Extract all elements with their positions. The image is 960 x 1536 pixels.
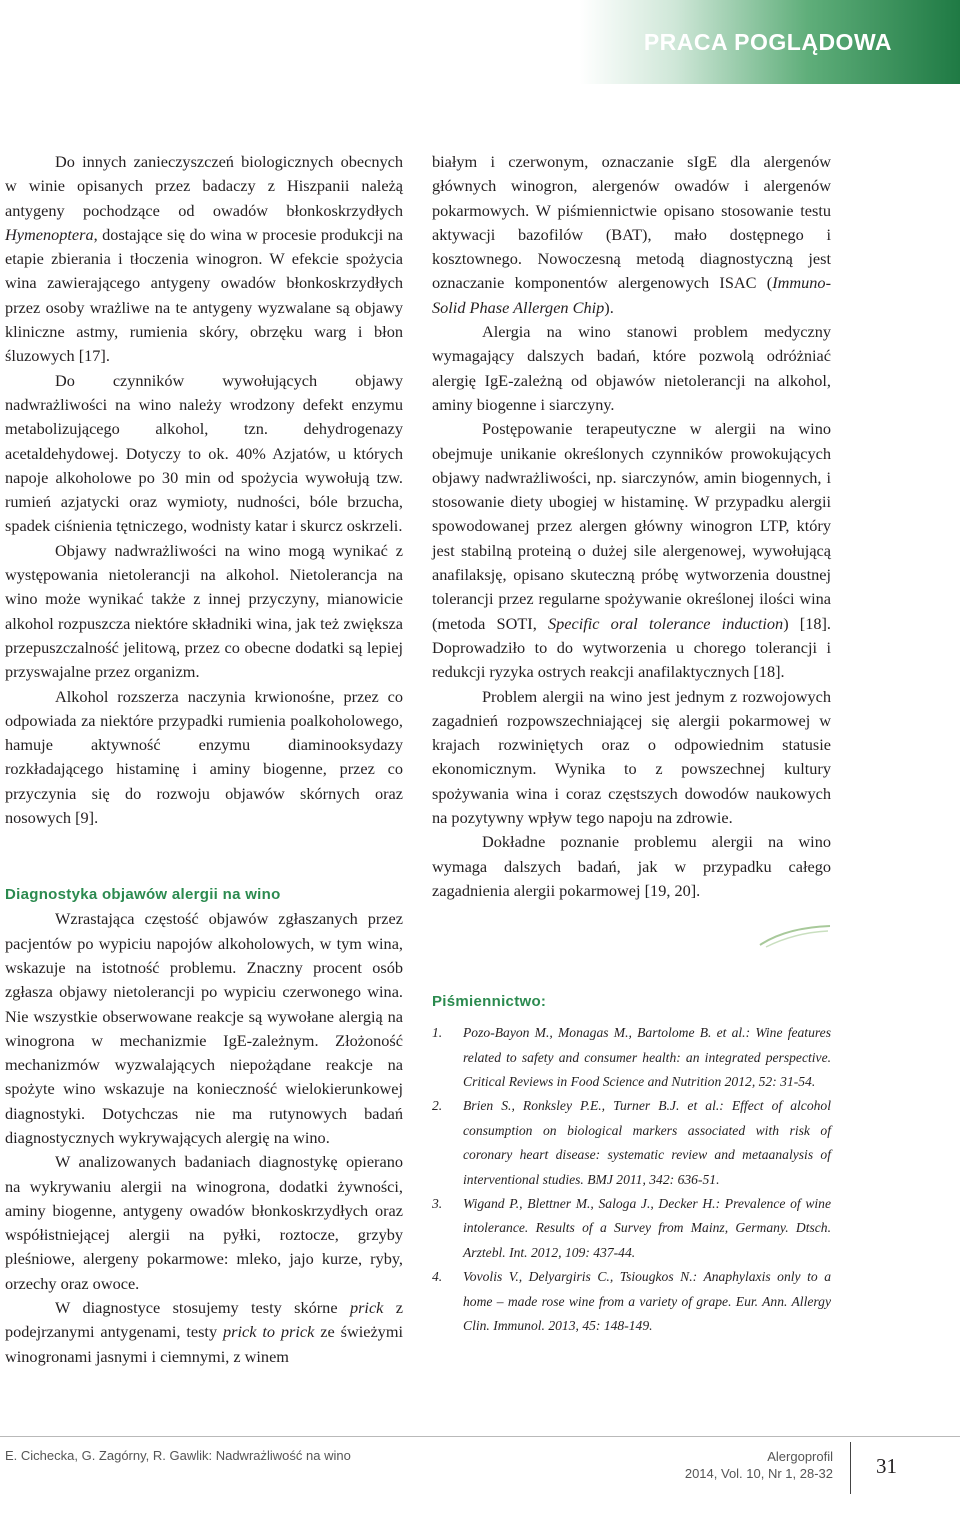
body-paragraph bbox=[432, 830, 831, 903]
body-paragraph bbox=[5, 150, 403, 369]
reference-text: Vovolis V., Delyargiris C., Tsiougkos N.: Anaphylaxis only to a home – made rose wine from a variety of grape. Eur. Ann. Allergy Clin. Immunol. 2013, 45: 148-149. bbox=[463, 1269, 831, 1334]
body-paragraph bbox=[5, 1296, 403, 1369]
text-run: Do czynników wywołujących objawy nadwrażliwości na wino należy wrodzony defekt enzymu metabolizującego alkohol, tzn. dehydrogenazy acetaldehydowej. Dotyczy to ok. 40% Azjatów, u których napoje alkoholowe po 30 min od spożycia wywołują tzw. rumień azjatycki oraz wymioty, nudności, bóle brzucha, spadek ciśnienia tętniczego, wodnisty katar i skurcz oskrzeli. bbox=[5, 370, 403, 536]
reference-number: 2. bbox=[432, 1098, 443, 1114]
footer-journal-info bbox=[685, 1448, 833, 1482]
text-run: Wzrastająca częstość objawów zgłaszanych przez pacjentów po wypiciu napojów alkoholowych, w tym wina, wskazuje na istotność problemu. Znaczny procent osób zgłasza objawy nietolerancji po wypiciu czerwonego wina. Nie wszystkie obserwowane reakcje są wywołane alergią na winogrona w mechanizmie IgE-zależnym. Złożoność mechanizmów wyzwalających niepożądane reakcje na spożyte wino wskazuje na konieczność wielokierunkowej diagnostyki. Dotychczas nie ma rutynowych badań diagnostycznych wykrywających alergię na wino. bbox=[5, 909, 403, 1147]
decorative-flourish-icon bbox=[758, 923, 832, 949]
text-run: Objawy nadwrażliwości na wino mogą wynikać z występowania nietolerancji na alkohol. Nietolerancja na wino może wynikać także z innej przyczyny, mianowicie alkohol rozpuszcza niektóre składniki wina, jak też zwiększa przepuszczalność jelitową, przez co obecne dodatki są lepiej przyswajalne przez organizm. bbox=[5, 540, 403, 682]
right-paragraphs bbox=[432, 150, 831, 903]
italic-text: prick to prick bbox=[222, 1322, 315, 1342]
body-paragraph bbox=[432, 150, 831, 320]
footer-rule bbox=[0, 1436, 960, 1437]
reference-number: 3. bbox=[432, 1196, 443, 1212]
journal-volume: 2014, Vol. 10, Nr 1, 28-32 bbox=[684, 1466, 833, 1481]
section-heading: Diagnostyka objawów alergii na wino bbox=[5, 886, 281, 904]
text-run: Problem alergii na wino jest jednym z rozwojowych zagadnień rozpowszechniającej się alergii pokarmowej w krajach rozwiniętych oraz o odpowiednim statusie ekonomicznym. Wynika to z powszechnej kultury spożywania wina i coraz częstszych dowodów naukowych na pozytywny wpływ tego napoju na zdrowie. bbox=[432, 686, 831, 828]
reference-text: Brien S., Ronksley P.E., Turner B.J. et al.: Effect of alcohol consumption on biological markers associated with risk of coronary heart disease: systematic review and metaanalysis of interventional studies. BMJ 2011, 342: 636-51. bbox=[463, 1098, 831, 1187]
body-paragraph bbox=[5, 685, 403, 831]
left-paragraphs bbox=[5, 150, 403, 830]
text-run: W analizowanych badaniach diagnostykę opierano na wykrywaniu alergii na winogrona, dodatki żywności, aminy biogenne, antygeny owadów błonkoskrzydłych oraz współistniejącej alergii na pyłki, roztocze, grzyby pleśniowe, alergeny pokarmowe: mleko, jajo kurze, ryby, orzechy oraz owoce. bbox=[5, 1152, 403, 1293]
reference-item bbox=[432, 1021, 831, 1094]
reference-item bbox=[432, 1192, 831, 1265]
italic-text: Immuno-Solid Phase Allergen Chip bbox=[432, 273, 831, 317]
references-heading: Piśmiennictwo: bbox=[432, 993, 547, 1011]
references-list bbox=[432, 1021, 831, 1338]
page-number: 31 bbox=[876, 1454, 897, 1478]
reference-item bbox=[432, 1265, 831, 1338]
text-run: , dostające się do wina w procesie produkcji na etapie zbierania i tłoczenia winogron. W efekcie spożycia wina zawierającego antygeny owadów błonkoskrzydłych przez osoby wrażliwe na te antygeny wyzwalane są objawy kliniczne astmy, rumienia skóry, obrzęku warg i błon śluzowych [17]. bbox=[5, 224, 403, 366]
text-run: Do innych zanieczyszczeń biologicznych obecnych w winie opisanych przez badaczy z Hiszpanii należą antygeny pochodzące od owadów błonkoskrzydłych bbox=[5, 152, 403, 220]
body-paragraph bbox=[432, 417, 831, 684]
text-run: Postępowanie terapeutyczne w alergii na wino obejmuje unikanie określonych czynników prowokujących objawy nadwrażliwości, np. siarczynów, amin biogennych, i stosowanie diety ubogiej w histaminę. W przypadku alergii spowodowanej przez alergen główny winogron LTP, który jest stabilną proteiną o dużej sile alergenowej, wywołującą anafilaksję, opisano skuteczną próbę wytworzenia doustnej tolerancji przez regularne spożywanie określonej ilości wina (metoda SOTI, bbox=[432, 419, 831, 633]
body-paragraph bbox=[5, 539, 403, 685]
text-run: Alkohol rozszerza naczynia krwionośne, przez co odpowiada za niektóre przypadki rumienia poalkoholowego, hamuje aktywność enzymu diaminooksydazy rozkładającego histaminę i aminy biogenne, przez co przyczynia się do rozwoju objawów skórnych oraz nosowych [9]. bbox=[5, 686, 403, 828]
footer-citation: E. Cichecka, G. Zagórny, R. Gawlik: Nadwrażliwość na wino bbox=[5, 1448, 351, 1463]
body-paragraph bbox=[5, 907, 403, 1150]
text-run: Dokładne poznanie problemu alergii na wino wymaga dalszych badań, jak w przypadku całego zagadnienia alergii pokarmowej [19, 20]. bbox=[432, 832, 831, 900]
footer-divider bbox=[850, 1442, 851, 1494]
body-paragraph bbox=[5, 1150, 403, 1296]
left-column bbox=[5, 150, 403, 1369]
text-run: białym i czerwonym, oznaczanie sIgE dla alergenów głównych winogron, alergenów owadów i alergenów pokarmowych. W piśmiennictwie opisano stosowanie testu aktywacji bazofilów (BAT), mało dostępnego i kosztownego. Nowoczesną metodą diagnostyczną jest oznaczanie komponentów alergenowych ISAC ( bbox=[432, 152, 831, 293]
reference-number: 1. bbox=[432, 1025, 443, 1041]
body-paragraph bbox=[432, 685, 831, 831]
body-paragraph bbox=[432, 320, 831, 417]
body-paragraph bbox=[5, 369, 403, 539]
journal-name: Alergoprofil bbox=[767, 1449, 833, 1464]
reference-number: 4. bbox=[432, 1269, 443, 1285]
text-run: Alergia na wino stanowi problem medyczny wymagający dalszych badań, które pozwolą odróżniać alergię IgE-zależną od objawów nietolerancji na alkohol, aminy biogenne i siarczyny. bbox=[432, 322, 831, 414]
italic-text: Specific oral tolerance induction bbox=[547, 613, 784, 633]
text-run: ) [18]. Doprowadziło to do wytworzenia u chorego tolerancji i redukcji ryzyka ostrych reakcji anafilaktycznych [18]. bbox=[432, 613, 831, 682]
text-run: ). bbox=[604, 297, 614, 317]
reference-text: Pozo-Bayon M., Monagas M., Bartolome B. et al.: Wine features related to safety and consumer health: an integrated perspective. Critical Reviews in Food Science and Nutrition 2012, 52: 31-54. bbox=[463, 1025, 831, 1090]
right-column bbox=[432, 150, 831, 1338]
text-run: ze świeżymi winogronami jasnymi i ciemnymi, z winem bbox=[5, 1322, 404, 1366]
section-label: PRACA POGLĄDOWA bbox=[643, 29, 892, 55]
left-paragraphs-after-heading bbox=[5, 907, 403, 1369]
text-run: W diagnostyce stosujemy testy skórne bbox=[55, 1298, 350, 1318]
reference-item bbox=[432, 1094, 831, 1192]
italic-text: Hymenoptera bbox=[5, 224, 94, 244]
italic-text: prick bbox=[349, 1298, 384, 1318]
text-run: z podejrzanymi antygenami, testy bbox=[5, 1298, 403, 1342]
reference-text: Wigand P., Blettner M., Saloga J., Decker H.: Prevalence of wine intolerance. Results of a Survey from Mainz, Germany. Dtsch. Arztebl. Int. 2012, 109: 437-44. bbox=[463, 1196, 831, 1260]
